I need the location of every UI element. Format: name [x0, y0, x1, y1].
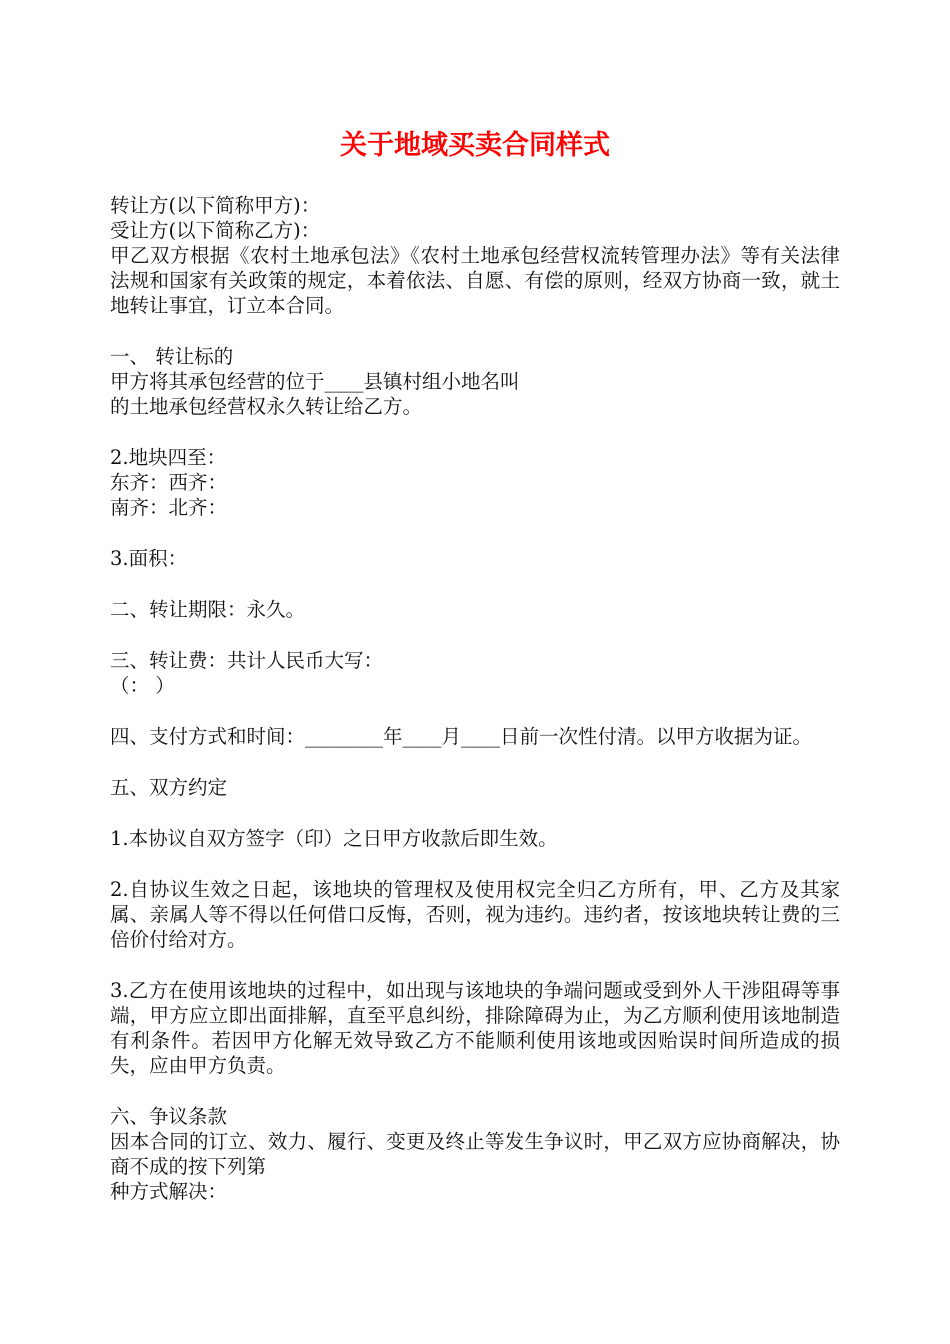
section-6-heading: 六、争议条款: [110, 1105, 228, 1128]
intro-paragraph: 甲乙双方根据《农村土地承包法》《农村土地承包经营权流转管理办法》等有关法律法规和国家有关政策的规定，本着依法、自愿、有偿的原则，经双方协商一致，就土地转让事宜，订立本合同。: [110, 244, 840, 317]
section-1-east-west: 东齐：西齐：: [110, 471, 228, 494]
section-2: 二、转让期限：永久。: [110, 598, 306, 621]
document-title: 关于地域买卖合同样式: [340, 130, 610, 161]
section-1-south-north: 南齐：北齐：: [110, 496, 228, 519]
section-1-boundary: 2.地块四至：: [110, 446, 227, 469]
section-1-area: 3.面积：: [110, 547, 188, 570]
section-1-line-2: 的土地承包经营权永久转让给乙方。: [110, 395, 423, 418]
section-4: 四、支付方式和时间：________年____月____日前一次性付清。以甲方收据为证。: [110, 725, 813, 748]
section-5-heading: 五、双方约定: [110, 776, 228, 799]
party-a-line: 转让方(以下简称甲方)：: [110, 194, 321, 217]
section-6-body: 因本合同的订立、效力、履行、变更及终止等发生争议时，甲乙双方应协商解决，协商不成的按下列第: [110, 1130, 840, 1178]
section-5-item-1: 1.本协议自双方签字（印）之日甲方收款后即生效。: [110, 827, 558, 850]
document-body: [110, 193, 840, 1204]
section-1-line-1: 甲方将其承包经营的位于____县镇村组小地名叫: [110, 370, 520, 393]
section-5-item-3: 3.乙方在使用该地块的过程中，如出现与该地块的争端问题或受到外人干涉阻碍等事端，甲方应立即出面排解，直至平息纠纷，排除障碍为止，为乙方顺利使用该地制造有利条件。若因甲方化解无效导致乙方不能顺利使用该地或因贻误时间所造成的损失，应由甲方负责。: [110, 979, 840, 1077]
section-3: 三、转让费：共计人民币大写：: [110, 649, 384, 672]
party-b-line: 受让方(以下简称乙方)：: [110, 219, 321, 242]
section-1-heading: 一、 转让标的: [110, 345, 234, 368]
section-6-tail: 种方式解决：: [110, 1180, 228, 1203]
section-5-item-2: 2.自协议生效之日起，该地块的管理权及使用权完全归乙方所有，甲、乙方及其家属、亲属人等不得以任何借口反悔，否则，视为违约。违约者，按该地块转让费的三倍价付给对方。: [110, 878, 840, 951]
section-3-bracket: （： ）: [110, 674, 175, 697]
